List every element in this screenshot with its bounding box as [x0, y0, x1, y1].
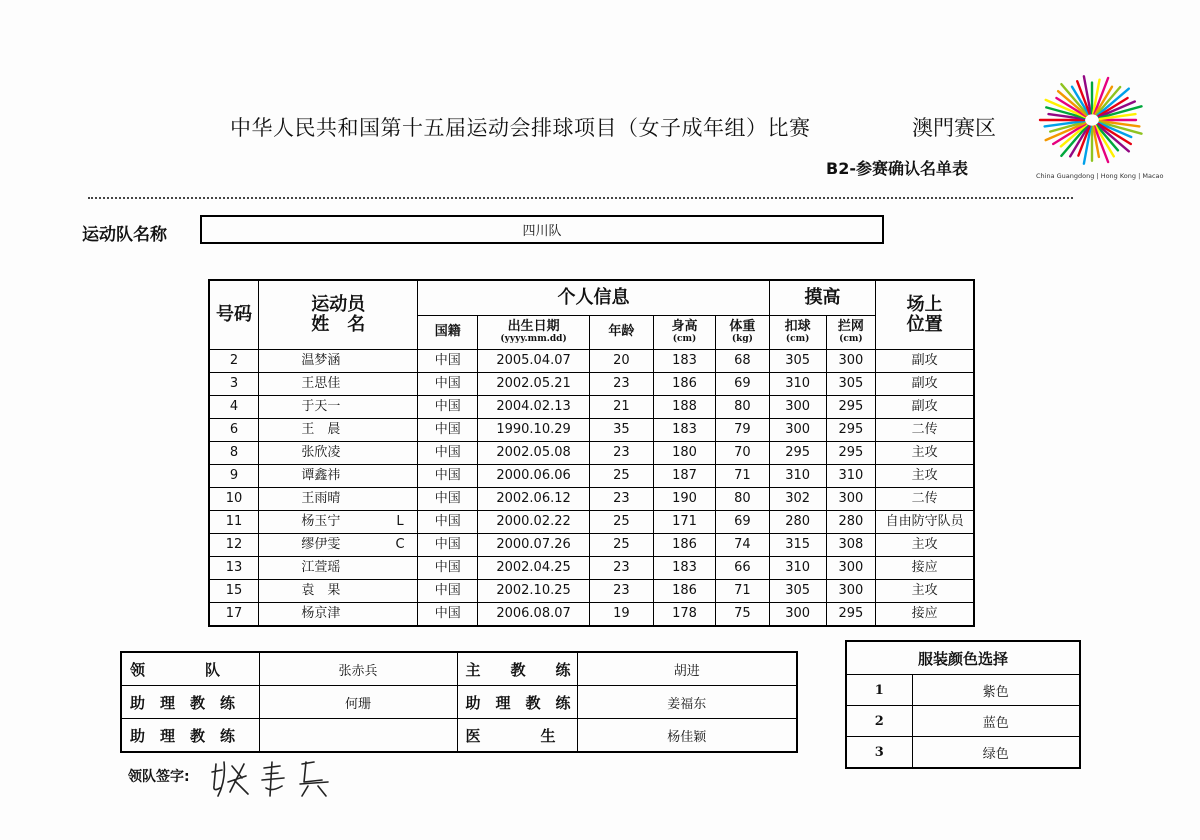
- player-name: 温梦涵: [259, 350, 383, 373]
- player-nationality: 中国: [418, 557, 478, 580]
- table-row: [209, 580, 974, 603]
- uniform-option-number: 3: [846, 737, 912, 769]
- player-dob: 2006.08.07: [478, 603, 590, 627]
- player-height: 186: [653, 580, 715, 603]
- player-block-reach: 300: [826, 350, 876, 373]
- player-name: 王思佳: [259, 373, 383, 396]
- header-height-unit: (cm): [672, 333, 697, 344]
- player-block-reach: 280: [826, 511, 876, 534]
- uniform-color-table: [845, 640, 1081, 769]
- player-role: [383, 465, 418, 488]
- player-spike-reach: 310: [769, 465, 826, 488]
- player-age: 23: [589, 580, 653, 603]
- head-coach-value: 胡进: [577, 652, 797, 686]
- player-spike-reach: 300: [769, 396, 826, 419]
- player-weight: 71: [715, 465, 769, 488]
- player-role: [383, 580, 418, 603]
- player-age: 23: [589, 557, 653, 580]
- player-dob: 2002.05.21: [478, 373, 590, 396]
- player-weight: 70: [715, 442, 769, 465]
- page-title: 中华人民共和国第十五届运动会排球项目（女子成年组）比赛: [230, 116, 811, 140]
- player-position: 接应: [876, 603, 974, 627]
- dotted-divider: [88, 197, 1073, 199]
- player-block-reach: 295: [826, 419, 876, 442]
- header-athlete-line2: 姓 名: [311, 314, 366, 335]
- uniform-option-color: 紫色: [912, 675, 1080, 706]
- player-age: 35: [589, 419, 653, 442]
- player-weight: 69: [715, 373, 769, 396]
- header-height-label: 身高: [671, 319, 698, 335]
- player-weight: 69: [715, 511, 769, 534]
- doctor-value: 杨佳颖: [577, 719, 797, 753]
- player-position: 接应: [876, 557, 974, 580]
- player-number: 17: [209, 603, 259, 627]
- player-age: 25: [589, 511, 653, 534]
- player-weight: 79: [715, 419, 769, 442]
- player-age: 19: [589, 603, 653, 627]
- table-row: [209, 396, 974, 419]
- player-nationality: 中国: [418, 442, 478, 465]
- player-age: 23: [589, 373, 653, 396]
- player-block-reach: 310: [826, 465, 876, 488]
- player-name: 袁 果: [259, 580, 383, 603]
- header-spike-unit: (cm): [785, 333, 810, 344]
- player-spike-reach: 280: [769, 511, 826, 534]
- player-role: [383, 350, 418, 373]
- player-position: 二传: [876, 488, 974, 511]
- player-height: 188: [653, 396, 715, 419]
- doctor-label: 医 生: [457, 719, 577, 753]
- player-spike-reach: 300: [769, 603, 826, 627]
- player-nationality: 中国: [418, 511, 478, 534]
- player-number: 11: [209, 511, 259, 534]
- player-position: 主攻: [876, 580, 974, 603]
- form-subtitle: B2-参赛确认名单表: [826, 159, 968, 178]
- player-spike-reach: 300: [769, 419, 826, 442]
- head-coach-label: 主 教 练: [457, 652, 577, 686]
- player-role: [383, 442, 418, 465]
- player-name: 江萱瑶: [259, 557, 383, 580]
- uniform-option-color: 绿色: [912, 737, 1080, 769]
- player-age: 23: [589, 442, 653, 465]
- player-age: 20: [589, 350, 653, 373]
- player-height: 183: [653, 350, 715, 373]
- player-number: 4: [209, 396, 259, 419]
- player-role: [383, 603, 418, 627]
- player-dob: 2000.07.26: [478, 534, 590, 557]
- player-spike-reach: 305: [769, 580, 826, 603]
- player-number: 6: [209, 419, 259, 442]
- leader-label: 领 队: [121, 652, 259, 686]
- uniform-title: 服装颜色选择: [846, 641, 1080, 675]
- team-name-field: [200, 215, 884, 244]
- player-number: 9: [209, 465, 259, 488]
- header-spike-label: 扣球: [784, 319, 811, 335]
- player-height: 187: [653, 465, 715, 488]
- player-nationality: 中国: [418, 373, 478, 396]
- region-label: 澳門赛区: [912, 116, 996, 140]
- player-dob: 1990.10.29: [478, 419, 590, 442]
- player-nationality: 中国: [418, 488, 478, 511]
- player-weight: 66: [715, 557, 769, 580]
- player-position: 主攻: [876, 442, 974, 465]
- player-nationality: 中国: [418, 534, 478, 557]
- player-number: 8: [209, 442, 259, 465]
- player-number: 15: [209, 580, 259, 603]
- player-height: 171: [653, 511, 715, 534]
- player-block-reach: 300: [826, 580, 876, 603]
- player-age: 25: [589, 534, 653, 557]
- player-weight: 80: [715, 488, 769, 511]
- player-height: 190: [653, 488, 715, 511]
- player-number: 10: [209, 488, 259, 511]
- table-row: [209, 419, 974, 442]
- player-name: 谭鑫祎: [259, 465, 383, 488]
- player-block-reach: 295: [826, 442, 876, 465]
- player-position: 副攻: [876, 396, 974, 419]
- roster-table: [208, 279, 975, 627]
- player-weight: 80: [715, 396, 769, 419]
- header-age: 年龄: [589, 316, 653, 350]
- player-spike-reach: 302: [769, 488, 826, 511]
- player-role: [383, 419, 418, 442]
- player-spike-reach: 295: [769, 442, 826, 465]
- player-nationality: 中国: [418, 350, 478, 373]
- staff-table: [120, 651, 798, 753]
- team-name-label: 运动队名称: [82, 225, 167, 245]
- player-nationality: 中国: [418, 580, 478, 603]
- player-spike-reach: 310: [769, 557, 826, 580]
- player-name: 缪伊雯: [259, 534, 383, 557]
- player-block-reach: 308: [826, 534, 876, 557]
- header-height: [653, 316, 715, 350]
- player-number: 2: [209, 350, 259, 373]
- table-row: [209, 557, 974, 580]
- table-row: [209, 465, 974, 488]
- player-role: C: [383, 534, 418, 557]
- player-nationality: 中国: [418, 603, 478, 627]
- player-nationality: 中国: [418, 396, 478, 419]
- player-dob: 2002.10.25: [478, 580, 590, 603]
- player-spike-reach: 305: [769, 350, 826, 373]
- header-position-line1: 场上: [906, 294, 943, 316]
- player-block-reach: 300: [826, 488, 876, 511]
- player-weight: 74: [715, 534, 769, 557]
- player-position: 二传: [876, 419, 974, 442]
- player-block-reach: 295: [826, 396, 876, 419]
- handwritten-signature: [206, 752, 346, 802]
- player-dob: 2002.06.12: [478, 488, 590, 511]
- player-block-reach: 300: [826, 557, 876, 580]
- player-number: 13: [209, 557, 259, 580]
- header-block: [826, 316, 876, 350]
- header-athlete-line1: 运动员: [311, 294, 366, 316]
- player-position: 副攻: [876, 350, 974, 373]
- player-height: 183: [653, 419, 715, 442]
- player-dob: 2002.04.25: [478, 557, 590, 580]
- table-row: [209, 511, 974, 534]
- header-weight-unit: (kg): [731, 333, 753, 344]
- header-weight-label: 体重: [729, 319, 756, 335]
- header-position: [876, 280, 974, 350]
- player-role: [383, 488, 418, 511]
- table-row: [209, 534, 974, 557]
- player-role: [383, 373, 418, 396]
- table-row: [209, 373, 974, 396]
- assistant-coach-value: [259, 719, 457, 753]
- player-height: 178: [653, 603, 715, 627]
- player-name: 于天一: [259, 396, 383, 419]
- header-block-unit: (cm): [839, 333, 863, 344]
- player-nationality: 中国: [418, 419, 478, 442]
- assistant-coach-label: 助 理 教 练: [121, 719, 259, 753]
- assistant-coach-label: 助 理 教 练: [121, 686, 259, 719]
- player-name: 杨京津: [259, 603, 383, 627]
- player-position: 主攻: [876, 534, 974, 557]
- player-block-reach: 305: [826, 373, 876, 396]
- player-name: 张欣凌: [259, 442, 383, 465]
- player-position: 主攻: [876, 465, 974, 488]
- table-row: [209, 603, 974, 627]
- player-name: 王 晨: [259, 419, 383, 442]
- table-row: [209, 350, 974, 373]
- uniform-option-color: 蓝色: [912, 706, 1080, 737]
- player-role: [383, 557, 418, 580]
- leader-value: 张赤兵: [259, 652, 457, 686]
- assistant-coach-label: 助 理 教 练: [457, 686, 577, 719]
- header-dob: [478, 316, 590, 350]
- player-weight: 68: [715, 350, 769, 373]
- player-name: 王雨晴: [259, 488, 383, 511]
- player-age: 21: [589, 396, 653, 419]
- header-dob-label: 出生日期: [507, 319, 560, 335]
- header-block-label: 拦网: [837, 319, 864, 335]
- assistant-coach-value: 姜福东: [577, 686, 797, 719]
- assistant-coach-value: 何珊: [259, 686, 457, 719]
- player-dob: 2005.04.07: [478, 350, 590, 373]
- logo-caption: China Guangdong | Hong Kong | Macao: [1036, 172, 1164, 180]
- player-spike-reach: 310: [769, 373, 826, 396]
- player-position: 自由防守队员: [876, 511, 974, 534]
- header-reach: 摸高: [769, 280, 875, 316]
- player-dob: 2004.02.13: [478, 396, 590, 419]
- header-dob-format: (yyyy.mm.dd): [500, 333, 567, 344]
- player-height: 186: [653, 534, 715, 557]
- player-dob: 2002.05.08: [478, 442, 590, 465]
- player-position: 副攻: [876, 373, 974, 396]
- player-number: 12: [209, 534, 259, 557]
- player-dob: 2000.06.06: [478, 465, 590, 488]
- player-weight: 75: [715, 603, 769, 627]
- header-nationality: 国籍: [418, 316, 478, 350]
- player-dob: 2000.02.22: [478, 511, 590, 534]
- uniform-option-number: 1: [846, 675, 912, 706]
- leader-signature-label: 领队签字:: [128, 769, 190, 785]
- table-row: [209, 442, 974, 465]
- header-position-line2: 位置: [906, 314, 943, 335]
- player-role: [383, 396, 418, 419]
- header-personal-info: 个人信息: [418, 280, 769, 316]
- header-athlete-name: [259, 280, 418, 350]
- player-weight: 71: [715, 580, 769, 603]
- table-row: [209, 488, 974, 511]
- player-age: 23: [589, 488, 653, 511]
- player-height: 183: [653, 557, 715, 580]
- player-age: 25: [589, 465, 653, 488]
- player-block-reach: 295: [826, 603, 876, 627]
- header-weight: [715, 316, 769, 350]
- header-spike: [769, 316, 826, 350]
- player-name: 杨玉宁: [259, 511, 383, 534]
- player-nationality: 中国: [418, 465, 478, 488]
- player-height: 186: [653, 373, 715, 396]
- uniform-option-number: 2: [846, 706, 912, 737]
- header-number: 号码: [209, 280, 259, 350]
- player-number: 3: [209, 373, 259, 396]
- team-name-value: 四川队: [522, 224, 562, 239]
- player-spike-reach: 315: [769, 534, 826, 557]
- player-height: 180: [653, 442, 715, 465]
- player-role: L: [383, 511, 418, 534]
